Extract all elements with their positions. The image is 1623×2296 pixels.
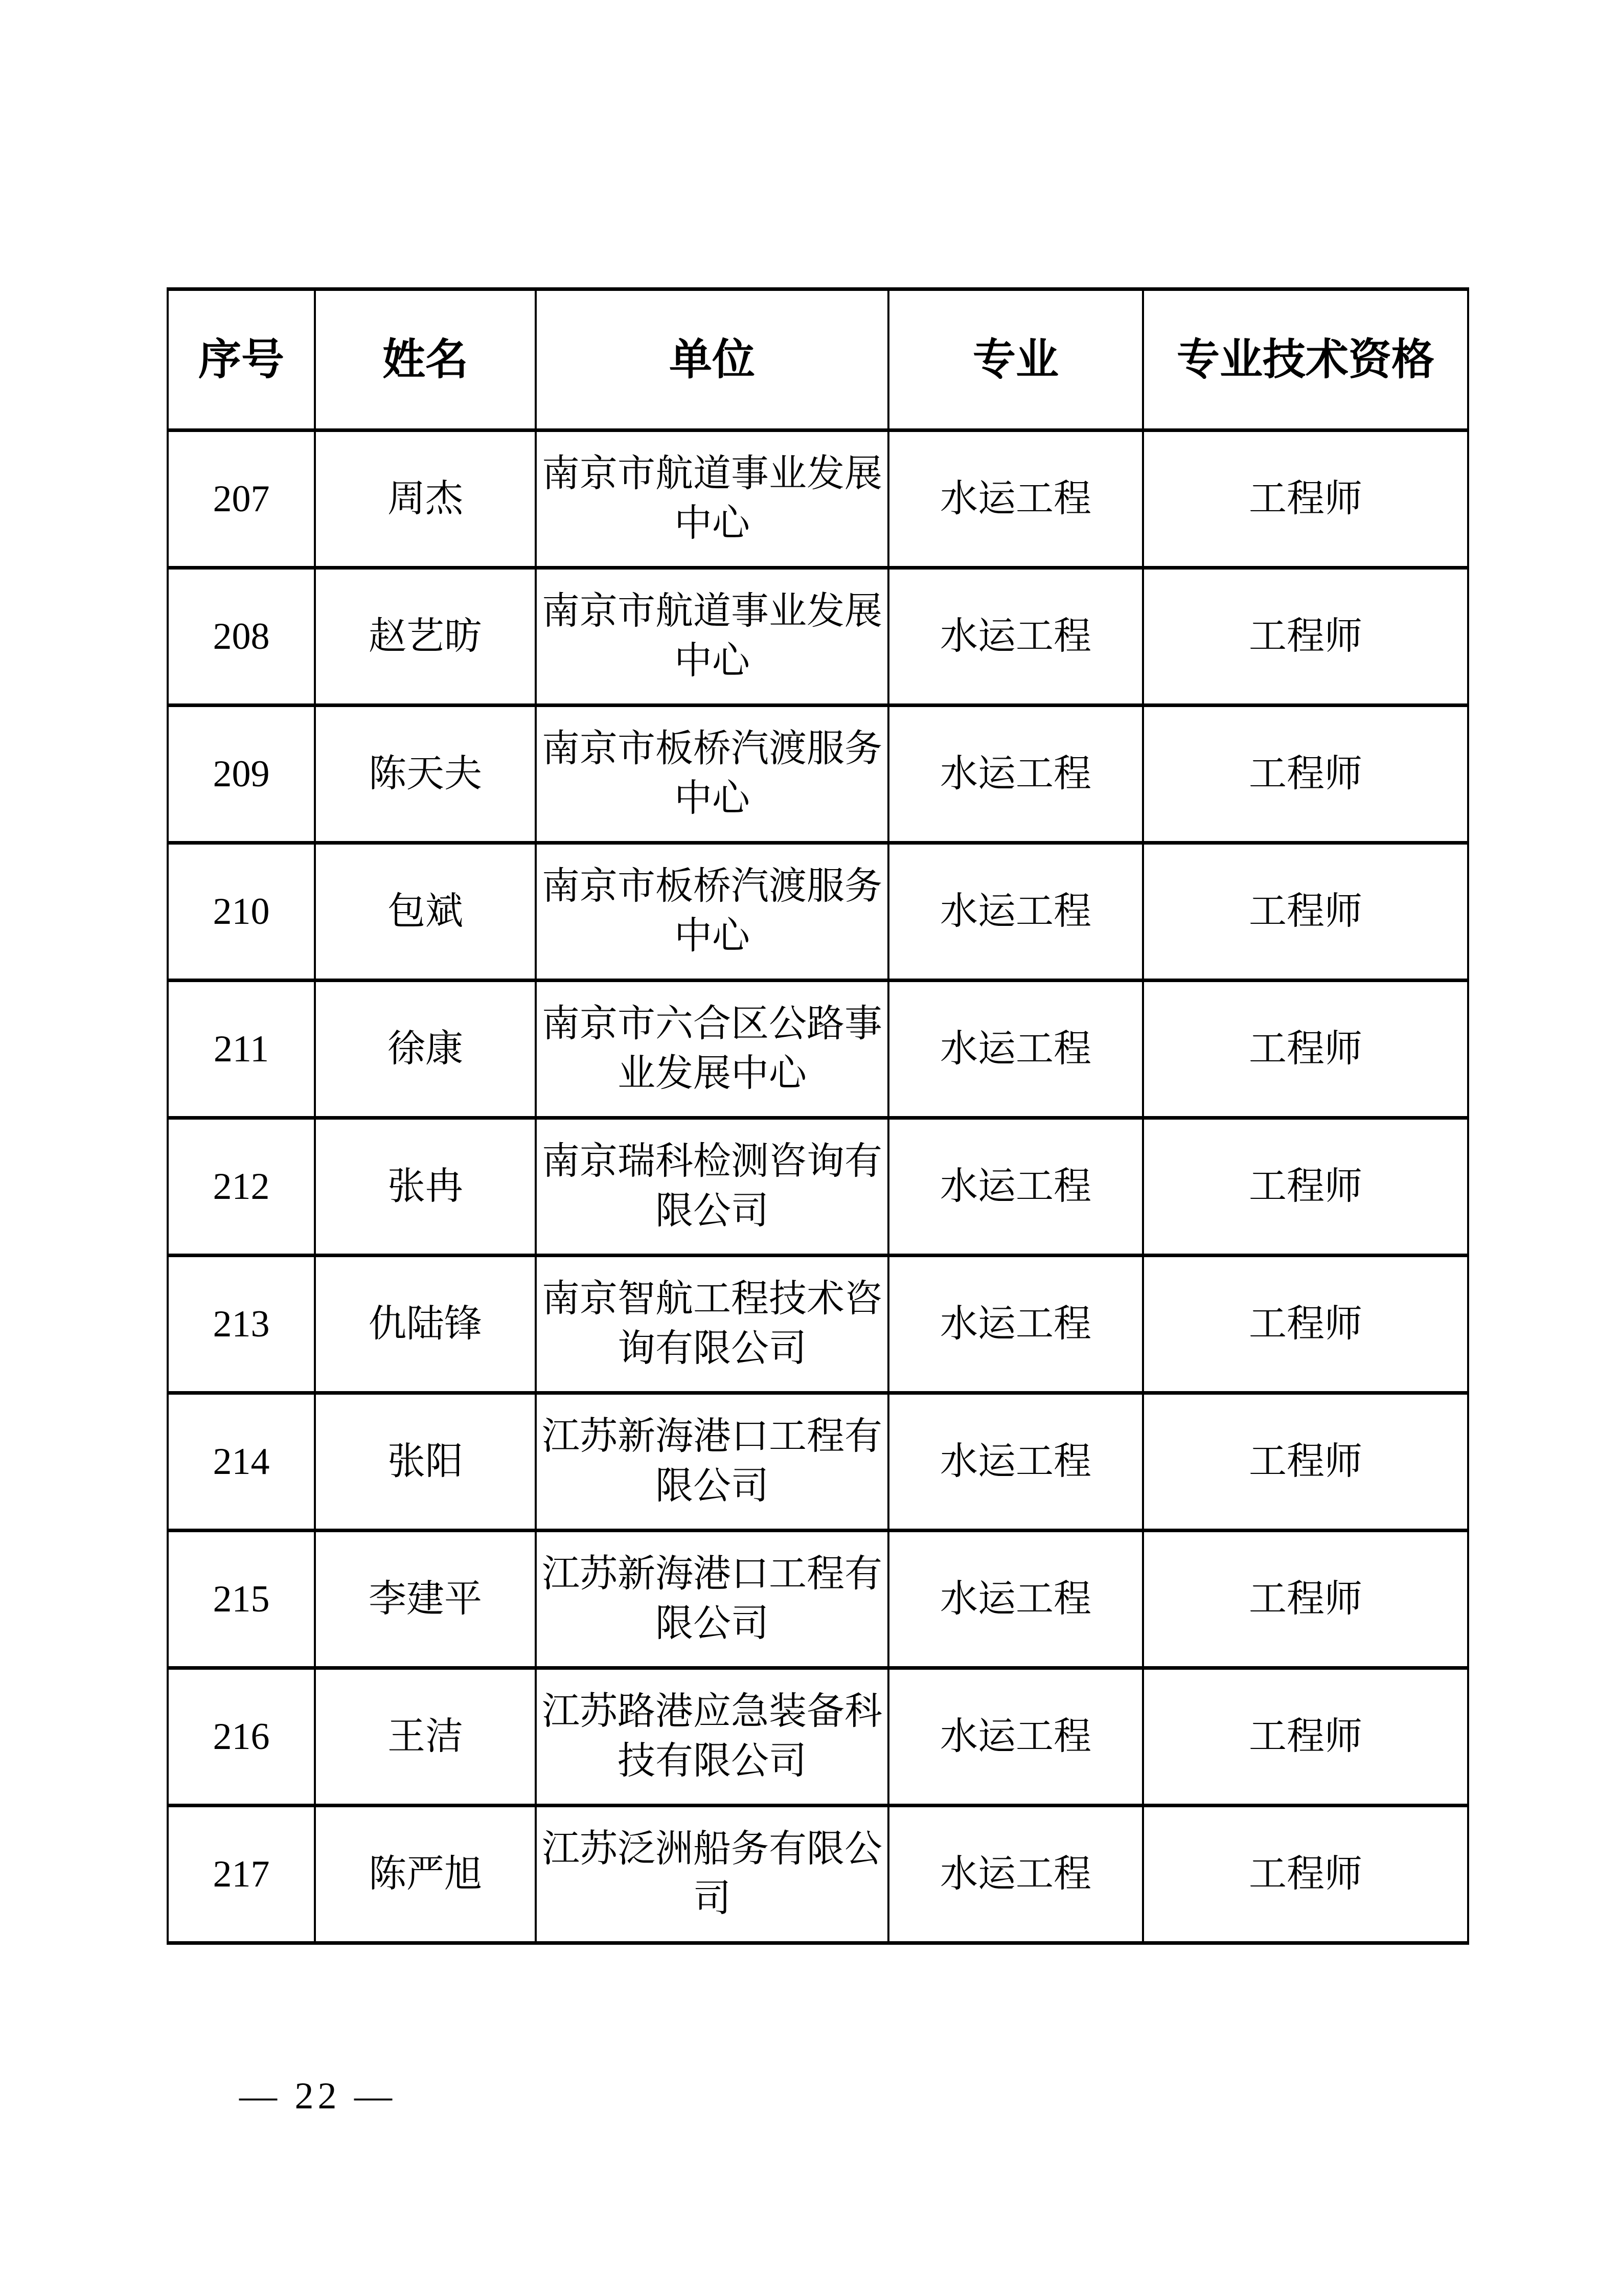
cell-qualification: 工程师 — [1143, 843, 1468, 981]
cell-major: 水运工程 — [888, 1393, 1143, 1531]
cell-no: 213 — [168, 1256, 315, 1393]
cell-no: 211 — [168, 981, 315, 1118]
cell-major: 水运工程 — [888, 981, 1143, 1118]
cell-unit: 南京市板桥汽渡服务中心 — [536, 843, 888, 981]
header-cell-qualification: 专业技术资格 — [1143, 289, 1468, 430]
cell-unit: 南京市航道事业发展中心 — [536, 430, 888, 568]
cell-name: 陈严旭 — [315, 1806, 536, 1943]
cell-no: 209 — [168, 706, 315, 843]
cell-no: 212 — [168, 1118, 315, 1256]
cell-unit: 江苏新海港口工程有限公司 — [536, 1393, 888, 1531]
cell-major: 水运工程 — [888, 1531, 1143, 1668]
cell-qualification: 工程师 — [1143, 1256, 1468, 1393]
table-row — [168, 568, 1468, 706]
table-row — [168, 1668, 1468, 1806]
cell-no: 215 — [168, 1531, 315, 1668]
cell-unit: 南京市航道事业发展中心 — [536, 568, 888, 706]
cell-major: 水运工程 — [888, 1118, 1143, 1256]
cell-name: 张冉 — [315, 1118, 536, 1256]
cell-unit: 南京市板桥汽渡服务中心 — [536, 706, 888, 843]
cell-name: 周杰 — [315, 430, 536, 568]
cell-major: 水运工程 — [888, 1668, 1143, 1806]
cell-no: 214 — [168, 1393, 315, 1531]
cell-name: 陈天夫 — [315, 706, 536, 843]
table-row — [168, 1806, 1468, 1943]
cell-name: 王洁 — [315, 1668, 536, 1806]
cell-name: 李建平 — [315, 1531, 536, 1668]
header-cell-no: 序号 — [168, 289, 315, 430]
cell-name: 包斌 — [315, 843, 536, 981]
cell-major: 水运工程 — [888, 568, 1143, 706]
cell-no: 208 — [168, 568, 315, 706]
cell-qualification: 工程师 — [1143, 1393, 1468, 1531]
cell-qualification: 工程师 — [1143, 1806, 1468, 1943]
table-row — [168, 706, 1468, 843]
cell-major: 水运工程 — [888, 706, 1143, 843]
header-cell-major: 专业 — [888, 289, 1143, 430]
cell-qualification: 工程师 — [1143, 1531, 1468, 1668]
table-header-row — [168, 289, 1468, 430]
cell-no: 216 — [168, 1668, 315, 1806]
table-row — [168, 1393, 1468, 1531]
cell-major: 水运工程 — [888, 430, 1143, 568]
qualification-table — [167, 287, 1469, 1945]
cell-qualification: 工程师 — [1143, 981, 1468, 1118]
header-cell-unit: 单位 — [536, 289, 888, 430]
table-row — [168, 1531, 1468, 1668]
cell-qualification: 工程师 — [1143, 706, 1468, 843]
cell-unit: 南京市六合区公路事业发展中心 — [536, 981, 888, 1118]
cell-qualification: 工程师 — [1143, 430, 1468, 568]
cell-unit: 南京瑞科检测咨询有限公司 — [536, 1118, 888, 1256]
cell-name: 仇陆锋 — [315, 1256, 536, 1393]
table-row — [168, 1256, 1468, 1393]
cell-major: 水运工程 — [888, 843, 1143, 981]
table-row — [168, 843, 1468, 981]
cell-qualification: 工程师 — [1143, 1668, 1468, 1806]
cell-unit: 江苏泛洲船务有限公司 — [536, 1806, 888, 1943]
cell-no: 217 — [168, 1806, 315, 1943]
cell-unit: 南京智航工程技术咨询有限公司 — [536, 1256, 888, 1393]
cell-name: 张阳 — [315, 1393, 536, 1531]
cell-major: 水运工程 — [888, 1256, 1143, 1393]
cell-no: 207 — [168, 430, 315, 568]
table-row — [168, 981, 1468, 1118]
cell-qualification: 工程师 — [1143, 1118, 1468, 1256]
cell-no: 210 — [168, 843, 315, 981]
header-cell-name: 姓名 — [315, 289, 536, 430]
cell-major: 水运工程 — [888, 1806, 1143, 1943]
cell-name: 徐康 — [315, 981, 536, 1118]
table-row — [168, 1118, 1468, 1256]
cell-qualification: 工程师 — [1143, 568, 1468, 706]
cell-name: 赵艺昉 — [315, 568, 536, 706]
cell-unit: 江苏新海港口工程有限公司 — [536, 1531, 888, 1668]
page-number: — 22 — — [239, 2075, 396, 2117]
cell-unit: 江苏路港应急装备科技有限公司 — [536, 1668, 888, 1806]
table-row — [168, 430, 1468, 568]
